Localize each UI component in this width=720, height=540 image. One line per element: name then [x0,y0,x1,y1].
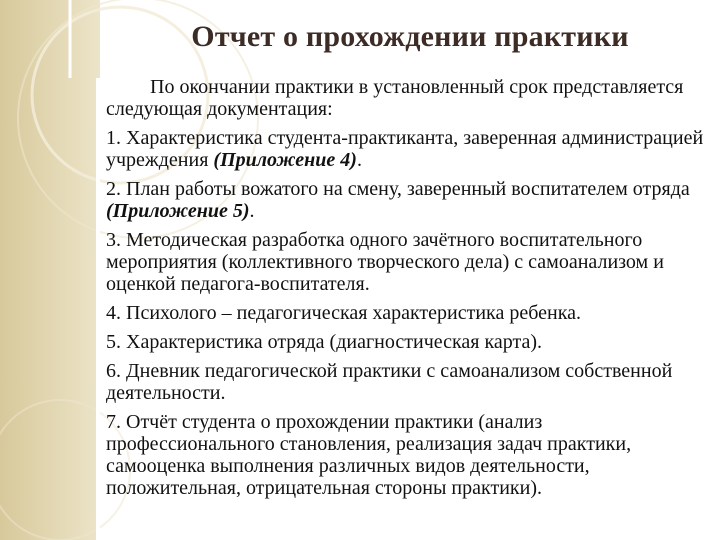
page-title: Отчет о прохождении практики [191,20,629,53]
list-item: 2. План работы вожатого на смену, заверенный воспитателем отряда (Приложение 5). [106,178,690,222]
list-item: 1. Характеристика студента-практиканта, заверенная администрацией учреждения (Приложение 4). [106,127,704,171]
appendix-reference: (Приложение 4) [213,149,357,171]
list-item: 6. Дневник педагогической практики с самоанализом собственной деятельности. [106,360,673,404]
list-item: 7. Отчёт студента о прохождении практики (анализ профессионального становления, реализация задач практики, самооценка выполнения различных видов деятельности, положительная, отрицательная стороны практики). [106,411,632,499]
list-item: 3. Методическая разработка одного зачётного воспитательного мероприятия (коллективного творческого дела) с самоанализом и оценкой педагога-воспитателя. [106,229,664,295]
list-item: 5. Характеристика отряда (диагностическая карта). [106,331,543,353]
intro-paragraph: По окончании практики в установленный срок представляется следующая документация: [106,76,684,120]
list-item: 4. Психолого – педагогическая характеристика ребенка. [106,302,581,324]
vertical-divider [96,78,100,540]
appendix-reference: (Приложение 5) [106,200,250,222]
document-body [106,76,712,506]
